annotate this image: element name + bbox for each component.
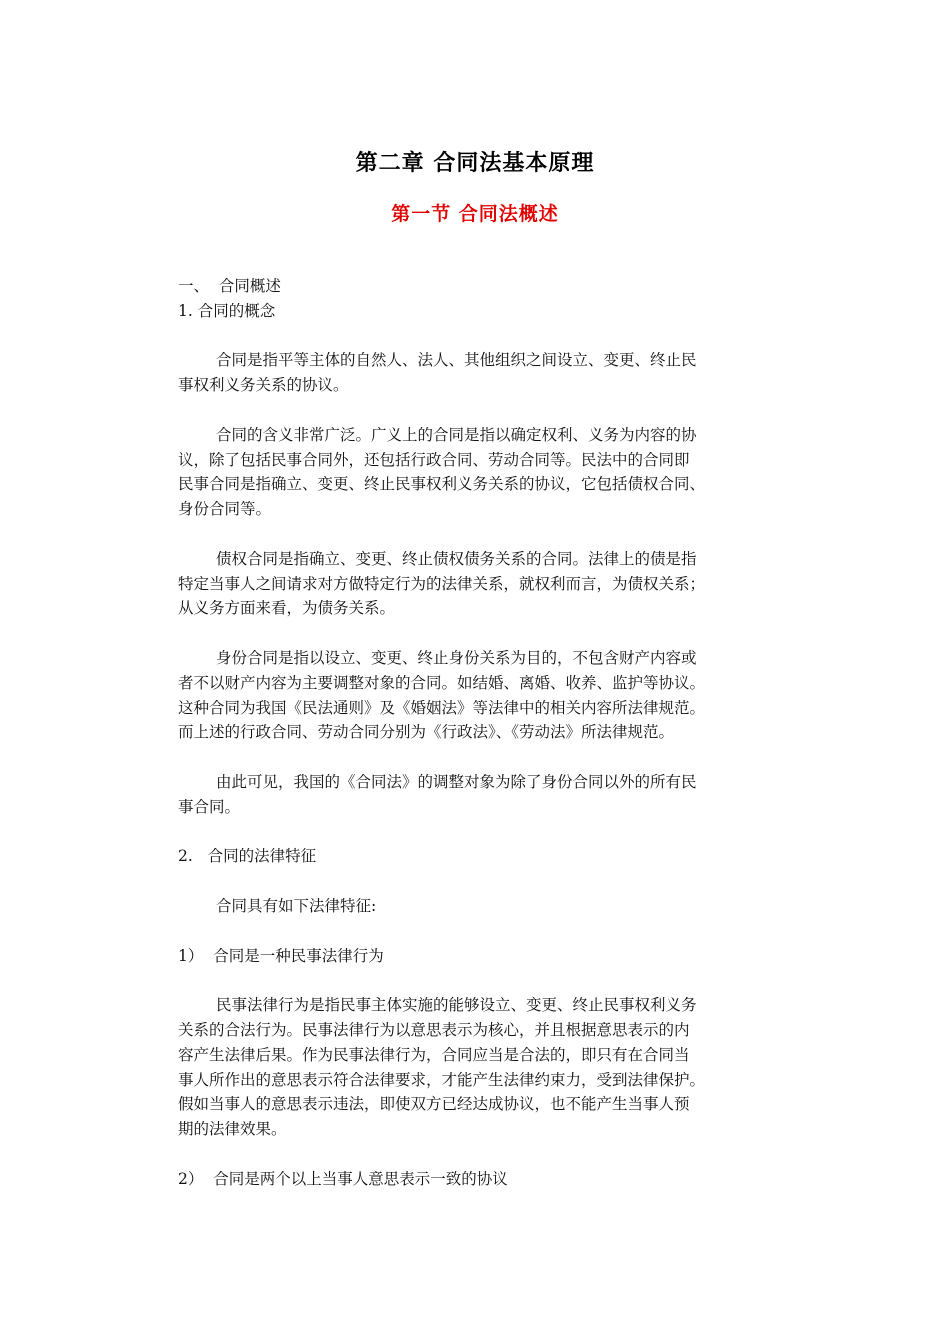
paragraph-creditor-contract <box>178 547 826 621</box>
paragraph-line: 由此可见，我国的《合同法》的调整对象为除了身份合同以外的所有民 <box>216 772 697 791</box>
heading-contract-concept: 1. 合同的概念 <box>178 301 276 320</box>
section-title: 第一节 合同法概述 <box>391 203 559 225</box>
paragraph-line: 关系的合法行为。民事法律行为以意思表示为核心，并且根据意思表示的内 <box>178 1020 690 1039</box>
paragraph-broad-meaning <box>178 423 826 522</box>
spacer <box>178 522 826 547</box>
paragraph-features-intro <box>178 894 826 919</box>
heading-legal-features: 2. 合同的法律特征 <box>178 847 317 866</box>
spacer <box>178 324 826 349</box>
paragraph-line: 事合同。 <box>178 797 241 816</box>
paragraph-line: 特定当事人之间请求对方做特定行为的法律关系，就权利而言，为债权关系； <box>178 574 706 593</box>
paragraph-line: 身份合同是指以设立、变更、终止身份关系为目的，不包含财产内容或 <box>216 648 697 667</box>
paragraph-line: 者不以财产内容为主要调整对象的合同。如结婚、离婚、收养、监护等协议。 <box>178 673 706 692</box>
spacer <box>178 621 826 646</box>
paragraph-line: 民事法律行为是指民事主体实施的能够设立、变更、终止民事权利义务 <box>216 996 697 1015</box>
paragraph-line: 合同的含义非常广泛。广义上的合同是指以确定权利、义务为内容的协 <box>216 425 697 444</box>
paragraph-line: 期的法律效果。 <box>178 1120 287 1139</box>
paragraph-line: 债权合同是指确立、变更、终止债权债务关系的合同。法律上的债是指 <box>216 549 697 568</box>
chapter-title: 第二章 合同法基本原理 <box>355 150 595 176</box>
spacer <box>178 398 826 423</box>
paragraph-line: 事权利义务关系的协议。 <box>178 376 349 395</box>
spacer <box>178 968 826 993</box>
list-item-feature-1: 1） 合同是一种民事法律行为 <box>178 946 384 965</box>
paragraph-identity-contract <box>178 646 826 745</box>
paragraph-line: 假如当事人的意思表示违法，即使双方已经达成协议，也不能产生当事人预 <box>178 1095 690 1114</box>
paragraph-conclusion <box>178 770 826 820</box>
paragraph-line: 议，除了包括民事合同外，还包括行政合同、劳动合同等。民法中的合同即 <box>178 450 690 469</box>
paragraph-line: 事人所作出的意思表示符合法律要求，才能产生法律约束力，受到法律保护。 <box>178 1070 706 1089</box>
paragraph-line: 而上述的行政合同、劳动合同分别为《行政法》、《劳动法》所法律规范。 <box>178 723 675 742</box>
paragraph-line: 合同是指平等主体的自然人、法人、其他组织之间设立、变更、终止民 <box>216 351 697 370</box>
list-item-feature-2: 2） 合同是两个以上当事人意思表示一致的协议 <box>178 1169 508 1188</box>
spacer <box>178 745 826 770</box>
spacer <box>178 919 826 944</box>
paragraph-line: 这种合同为我国《民法通则》及《婚姻法》等法律中的相关内容所法律规范。 <box>178 698 706 717</box>
paragraph-line: 民事合同是指确立、变更、终止民事权利义务关系的协议，它包括债权合同、 <box>178 475 706 494</box>
paragraph-definition <box>178 348 826 398</box>
spacer <box>178 869 826 894</box>
paragraph-line: 合同具有如下法律特征: <box>216 896 377 915</box>
spacer <box>178 820 826 845</box>
paragraph-line: 身份合同等。 <box>178 500 272 519</box>
paragraph-civil-act <box>178 993 826 1142</box>
heading-contract-overview: 一、 合同概述 <box>178 277 281 295</box>
paragraph-line: 从义务方面来看，为债务关系。 <box>178 599 396 618</box>
document-body <box>178 274 826 1191</box>
paragraph-line: 容产生法律后果。作为民事法律行为，合同应当是合法的，即只有在合同当 <box>178 1045 690 1064</box>
spacer <box>178 1142 826 1167</box>
